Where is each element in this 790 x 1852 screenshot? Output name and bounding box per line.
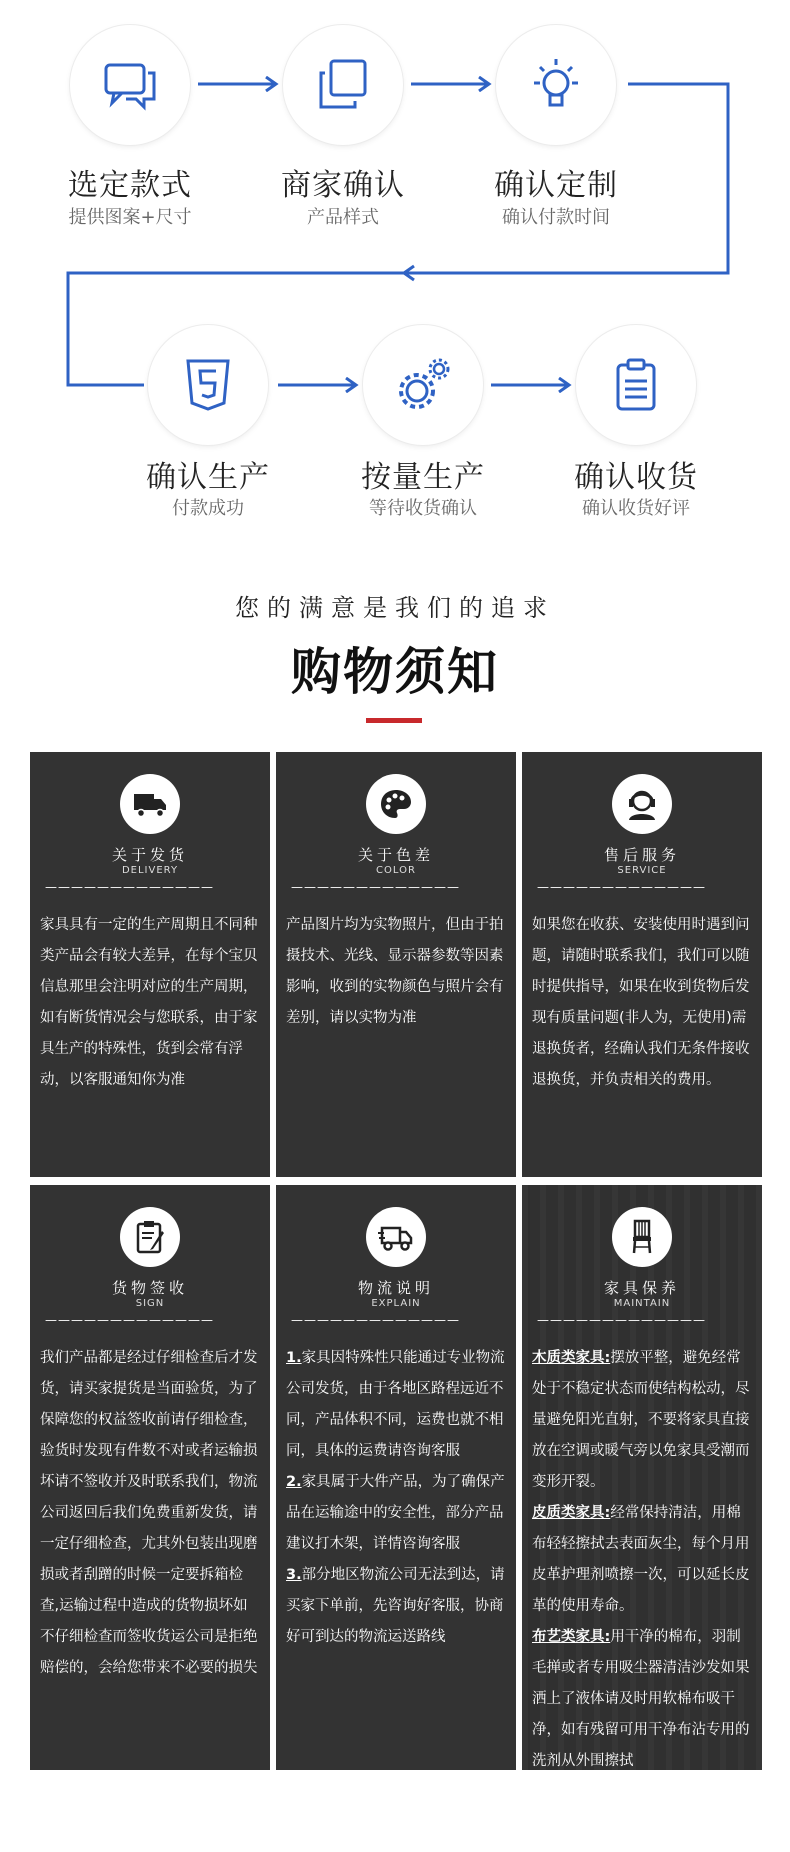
card-title: 关于色差 bbox=[357, 846, 434, 864]
card-subtitle: EXPLAIN bbox=[371, 1298, 421, 1309]
headset-person-icon bbox=[624, 786, 660, 822]
list-item bbox=[286, 1560, 508, 1653]
step-subtitle-3: 确认付款时间 bbox=[502, 207, 610, 228]
list-item bbox=[532, 1498, 754, 1622]
card-divider: ————————————— bbox=[537, 880, 706, 894]
step-subtitle-2: 产品样式 bbox=[307, 207, 379, 228]
clipboard-sign-icon bbox=[132, 1219, 168, 1255]
list-item bbox=[532, 1622, 754, 1777]
card-subtitle: SIGN bbox=[135, 1298, 165, 1309]
item-text: 用干净的棉布，羽制毛掸或者专用吸尘器清洁沙发如果洒上了液体请及时用软棉布吸干净，如有残留可用干净布沾专用的洗剂从外围擦拭 bbox=[532, 1629, 750, 1769]
item-number: 3. bbox=[286, 1567, 302, 1583]
item-number: 2. bbox=[286, 1474, 302, 1490]
step-title-1: 选定款式 bbox=[68, 168, 192, 203]
step-subtitle-1: 提供图案+尺寸 bbox=[68, 207, 192, 228]
card-title: 售后服务 bbox=[603, 846, 680, 864]
step-circle-5 bbox=[363, 325, 483, 445]
card-divider: ————————————— bbox=[291, 880, 460, 894]
card-body: 如果您在收获、安装使用时遇到问题，请随时联系我们，我们可以随时提供指导，如果在收到货物后发现有质量问题(非人为，无使用)需退换货者，经确认我们无条件接收退换货，并负责相关的费用。 bbox=[532, 917, 750, 1088]
item-text: 经常保持清洁，用棉布轻轻擦拭去表面灰尘，每个月用皮革护理剂喷擦一次，可以延长皮革的使用寿命。 bbox=[532, 1505, 750, 1614]
delivery-truck-icon bbox=[378, 1219, 414, 1255]
card-divider: ————————————— bbox=[45, 880, 214, 894]
html5-shield-icon bbox=[178, 355, 238, 415]
item-text: 家具因特殊性只能通过专业物流公司发货，由于各地区路程远近不同，产品体积不同，运费也就不相同，具体的运费请咨询客服 bbox=[286, 1350, 505, 1459]
item-label: 布艺类家具: bbox=[532, 1629, 611, 1645]
slogan: 您的满意是我们的追求 bbox=[235, 594, 555, 622]
palette-icon bbox=[378, 786, 414, 822]
card-divider: ————————————— bbox=[291, 1313, 460, 1327]
item-text: 摆放平整，避免经常处于不稳定状态而使结构松动，尽量避免阳光直射，不要将家具直接放在空调或暖气旁以免家具受潮而变形开裂。 bbox=[532, 1350, 750, 1490]
card-body bbox=[286, 1343, 508, 1653]
chair-icon bbox=[624, 1219, 660, 1255]
step-title-2: 商家确认 bbox=[281, 168, 405, 203]
truck-icon bbox=[132, 786, 168, 822]
item-number: 1. bbox=[286, 1350, 302, 1366]
card-title: 家具保养 bbox=[603, 1279, 680, 1297]
card-subtitle: SERVICE bbox=[617, 865, 667, 876]
card-title: 物流说明 bbox=[357, 1279, 434, 1297]
card-body: 我们产品都是经过仔细检查后才发货，请买家提货是当面验货，为了保障您的权益签收前请仔细检查，验货时发现有件数不对或者运输损坏请不签收并及时联系我们，物流公司返回后我们免费重新发货，请一定仔细检查，尤其外包装出现磨损或者刮蹭的时候一定要拆箱检查,运输过程中造成的货物损坏如不仔细检查而签收货运公司是拒绝赔偿的，会给您带来不必要的损失 bbox=[40, 1350, 258, 1676]
item-label: 木质类家具: bbox=[532, 1350, 611, 1366]
card-sign bbox=[30, 1185, 270, 1770]
step-title-6: 确认收货 bbox=[574, 460, 698, 495]
card-service bbox=[522, 752, 762, 1177]
item-label: 皮质类家具: bbox=[532, 1505, 611, 1521]
step-title-4: 确认生产 bbox=[146, 460, 270, 495]
card-subtitle: COLOR bbox=[376, 865, 416, 876]
list-item bbox=[286, 1467, 508, 1560]
card-body: 家具具有一定的生产周期且不同种类产品会有较大差异，在每个宝贝信息那里会注明对应的生产周期，如有断货情况会与您联系，由于家具生产的特殊性，货到会常有浮动，以客服通知你为准 bbox=[40, 917, 258, 1088]
section-title: 购物须知 bbox=[291, 643, 499, 701]
card-subtitle: DELIVERY bbox=[121, 865, 179, 876]
step-subtitle-5: 等待收货确认 bbox=[369, 498, 477, 519]
title-underline bbox=[366, 718, 422, 723]
card-color bbox=[276, 752, 516, 1177]
card-icon-circle bbox=[120, 774, 180, 834]
clipboard-icon bbox=[606, 355, 666, 415]
step-circle-6 bbox=[576, 325, 696, 445]
step-subtitle-4: 付款成功 bbox=[172, 498, 244, 519]
item-text: 家具属于大件产品，为了确保产品在运输途中的安全性，部分产品建议打木架，详情咨询客服 bbox=[286, 1474, 505, 1552]
step-title-5: 按量生产 bbox=[361, 460, 485, 495]
card-body bbox=[532, 1343, 754, 1777]
gears-icon bbox=[393, 355, 453, 415]
step-title-3: 确认定制 bbox=[494, 168, 618, 203]
arrow-right-3 bbox=[278, 377, 360, 393]
card-maintain bbox=[522, 1185, 762, 1770]
card-explain bbox=[276, 1185, 516, 1770]
list-item bbox=[532, 1343, 754, 1498]
list-item bbox=[286, 1343, 508, 1467]
card-icon-circle bbox=[366, 1207, 426, 1267]
card-icon-circle bbox=[612, 774, 672, 834]
step-circle-4 bbox=[148, 325, 268, 445]
card-divider: ————————————— bbox=[537, 1313, 706, 1327]
arrow-right-4 bbox=[491, 377, 573, 393]
card-subtitle: MAINTAIN bbox=[613, 1298, 671, 1309]
card-title: 货物签收 bbox=[111, 1279, 188, 1297]
card-divider: ————————————— bbox=[45, 1313, 214, 1327]
card-body: 产品图片均为实物照片，但由于拍摄技术、光线、显示器参数等因素影响，收到的实物颜色与照片会有差别，请以实物为准 bbox=[286, 917, 504, 1026]
card-title: 关于发货 bbox=[111, 846, 188, 864]
card-delivery bbox=[30, 752, 270, 1177]
step-subtitle-6: 确认收货好评 bbox=[582, 498, 690, 519]
card-icon-circle bbox=[612, 1207, 672, 1267]
item-text: 部分地区物流公司无法到达，请买家下单前，先咨询好客服，协商好可到达的物流运送路线 bbox=[286, 1567, 505, 1645]
card-icon-circle bbox=[120, 1207, 180, 1267]
card-icon-circle bbox=[366, 774, 426, 834]
